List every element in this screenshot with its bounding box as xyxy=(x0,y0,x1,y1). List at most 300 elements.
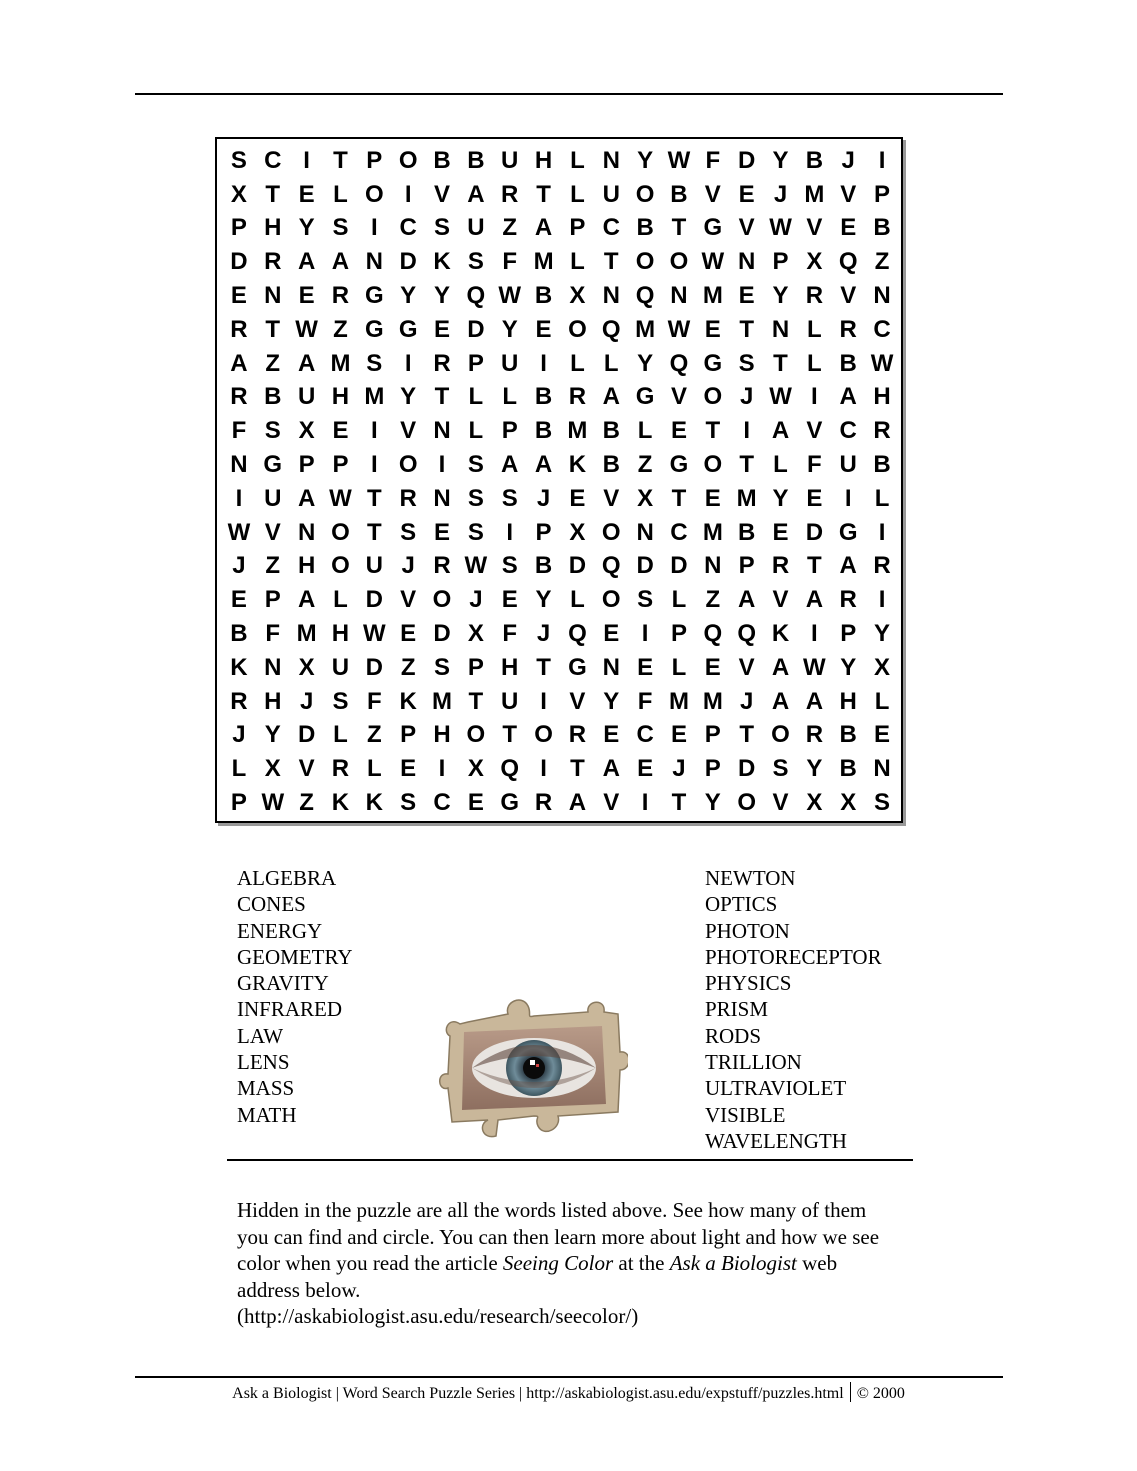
grid-letter[interactable]: Z xyxy=(265,552,281,580)
grid-letter[interactable]: D xyxy=(568,552,587,580)
grid-letter[interactable]: K xyxy=(365,789,383,817)
grid-letter[interactable]: I xyxy=(641,789,649,817)
grid-letter[interactable]: U xyxy=(331,653,350,681)
grid-letter[interactable]: T xyxy=(366,484,382,512)
grid-letter[interactable]: P xyxy=(230,789,247,817)
grid-letter[interactable]: P xyxy=(467,653,484,681)
grid-letter[interactable]: A xyxy=(297,349,316,377)
grid-letter[interactable]: T xyxy=(807,552,822,580)
grid-letter[interactable]: K xyxy=(399,687,417,715)
grid-letter[interactable]: E xyxy=(230,282,247,310)
grid-letter[interactable]: X xyxy=(298,653,315,681)
grid-letter[interactable]: C xyxy=(399,214,417,242)
grid-letter[interactable]: S xyxy=(230,146,247,174)
grid-letter[interactable]: Z xyxy=(400,653,416,681)
grid-letter[interactable]: R xyxy=(331,755,350,783)
grid-letter[interactable]: E xyxy=(670,417,687,445)
grid-letter[interactable]: B xyxy=(433,146,451,174)
grid-letter[interactable]: I xyxy=(641,620,649,648)
grid-letter[interactable]: R xyxy=(805,282,824,310)
grid-letter[interactable]: E xyxy=(603,620,620,648)
grid-letter[interactable]: C xyxy=(264,146,282,174)
grid-letter[interactable]: G xyxy=(703,214,723,242)
grid-letter[interactable]: B xyxy=(467,146,485,174)
grid-letter[interactable]: M xyxy=(804,180,825,208)
grid-letter[interactable]: S xyxy=(467,518,484,546)
grid-letter[interactable]: J xyxy=(536,484,551,512)
grid-letter[interactable]: G xyxy=(635,383,655,411)
grid-letter[interactable]: Y xyxy=(840,653,857,681)
grid-letter[interactable]: E xyxy=(704,484,721,512)
grid-letter[interactable]: J xyxy=(401,552,415,580)
grid-letter[interactable]: L xyxy=(603,349,619,377)
grid-letter[interactable]: P xyxy=(264,586,281,614)
grid-letter[interactable]: U xyxy=(501,687,519,715)
grid-letter[interactable]: H xyxy=(839,687,857,715)
grid-letter[interactable]: D xyxy=(636,552,654,580)
grid-letter[interactable]: W xyxy=(329,484,352,512)
grid-letter[interactable]: G xyxy=(263,451,283,479)
grid-letter[interactable]: H xyxy=(331,383,350,411)
grid-letter[interactable]: M xyxy=(296,620,317,648)
grid-letter[interactable]: L xyxy=(366,755,382,783)
grid-letter[interactable]: B xyxy=(534,417,553,445)
grid-letter[interactable]: S xyxy=(400,518,417,546)
grid-letter[interactable]: V xyxy=(840,282,857,310)
grid-letter[interactable]: X xyxy=(637,484,654,512)
grid-letter[interactable]: J xyxy=(232,721,246,749)
grid-letter[interactable]: H xyxy=(534,146,553,174)
grid-letter[interactable]: E xyxy=(670,721,687,749)
grid-letter[interactable]: M xyxy=(635,315,656,343)
grid-letter[interactable]: I xyxy=(370,214,378,242)
grid-letter[interactable]: O xyxy=(703,451,723,479)
grid-letter[interactable]: T xyxy=(434,383,450,411)
grid-letter[interactable]: L xyxy=(468,383,484,411)
grid-letter[interactable]: T xyxy=(468,687,484,715)
grid-letter[interactable]: E xyxy=(772,518,789,546)
grid-letter[interactable]: P xyxy=(366,146,383,174)
grid-letter[interactable]: F xyxy=(502,248,518,276)
grid-letter[interactable]: D xyxy=(433,620,451,648)
grid-letter[interactable]: E xyxy=(298,180,315,208)
grid-letter[interactable]: E xyxy=(434,518,451,546)
grid-letter[interactable]: S xyxy=(501,484,518,512)
grid-letter[interactable]: O xyxy=(331,518,350,546)
grid-letter[interactable]: G xyxy=(364,282,384,310)
grid-letter[interactable]: F xyxy=(231,417,247,445)
grid-letter[interactable]: N xyxy=(670,282,688,310)
grid-letter[interactable]: N xyxy=(365,248,383,276)
grid-letter[interactable]: A xyxy=(501,451,519,479)
grid-letter[interactable]: Y xyxy=(501,315,518,343)
grid-letter[interactable]: D xyxy=(297,721,316,749)
grid-letter[interactable]: Z xyxy=(333,315,348,343)
grid-letter[interactable]: Y xyxy=(400,282,417,310)
grid-letter[interactable]: F xyxy=(502,620,518,648)
grid-letter[interactable]: S xyxy=(874,789,891,817)
grid-letter[interactable]: S xyxy=(467,248,484,276)
grid-letter[interactable]: V xyxy=(298,755,315,783)
grid-letter[interactable]: K xyxy=(771,620,790,648)
grid-letter[interactable]: C xyxy=(839,417,857,445)
grid-letter[interactable]: N xyxy=(264,653,282,681)
grid-letter[interactable]: V xyxy=(400,586,417,614)
grid-letter[interactable]: U xyxy=(501,146,519,174)
grid-letter[interactable]: L xyxy=(874,687,890,715)
grid-letter[interactable]: T xyxy=(265,180,281,208)
grid-letter[interactable]: R xyxy=(568,383,587,411)
grid-letter[interactable]: O xyxy=(771,721,790,749)
grid-letter[interactable]: V xyxy=(704,180,721,208)
grid-letter[interactable]: S xyxy=(434,214,451,242)
grid-letter[interactable]: J xyxy=(739,687,754,715)
grid-letter[interactable]: N xyxy=(602,282,620,310)
grid-letter[interactable]: N xyxy=(602,146,620,174)
grid-letter[interactable]: B xyxy=(602,417,620,445)
grid-letter[interactable]: S xyxy=(400,789,417,817)
grid-letter[interactable]: A xyxy=(297,248,316,276)
grid-letter[interactable]: I xyxy=(438,451,446,479)
grid-letter[interactable]: S xyxy=(332,214,349,242)
grid-letter[interactable]: F xyxy=(265,620,281,648)
grid-letter[interactable]: W xyxy=(701,248,725,276)
grid-letter[interactable]: B xyxy=(737,518,756,546)
grid-letter[interactable]: O xyxy=(703,383,723,411)
grid-letter[interactable]: E xyxy=(434,315,451,343)
grid-letter[interactable]: U xyxy=(467,214,485,242)
grid-letter[interactable]: V xyxy=(670,383,687,411)
grid-letter[interactable]: Q xyxy=(568,620,587,648)
grid-letter[interactable]: G xyxy=(398,315,418,343)
grid-letter[interactable]: J xyxy=(299,687,314,715)
grid-letter[interactable]: X xyxy=(298,417,315,445)
grid-letter[interactable]: E xyxy=(738,282,755,310)
grid-letter[interactable]: W xyxy=(295,315,318,343)
grid-letter[interactable]: Q xyxy=(669,349,689,377)
grid-letter[interactable]: X xyxy=(264,755,281,783)
grid-letter[interactable]: P xyxy=(332,451,349,479)
grid-letter[interactable]: R xyxy=(399,484,417,512)
grid-letter[interactable]: S xyxy=(738,349,755,377)
grid-letter[interactable]: J xyxy=(536,620,551,648)
grid-letter[interactable]: A xyxy=(805,687,824,715)
grid-letter[interactable]: H xyxy=(433,721,451,749)
grid-letter[interactable]: G xyxy=(838,518,858,546)
grid-letter[interactable]: A xyxy=(771,653,790,681)
grid-letter[interactable]: P xyxy=(535,518,552,546)
grid-letter[interactable]: B xyxy=(534,383,553,411)
grid-letter[interactable]: M xyxy=(702,687,723,715)
grid-letter[interactable]: E xyxy=(400,620,417,648)
grid-letter[interactable]: O xyxy=(737,789,756,817)
grid-letter[interactable]: W xyxy=(667,315,691,343)
grid-letter[interactable]: W xyxy=(803,653,826,681)
grid-letter[interactable]: I xyxy=(540,755,547,783)
grid-letter[interactable]: T xyxy=(536,180,551,208)
grid-letter[interactable]: A xyxy=(737,586,756,614)
grid-letter[interactable]: M xyxy=(668,687,689,715)
grid-letter[interactable]: W xyxy=(769,214,792,242)
grid-letter[interactable]: T xyxy=(570,755,585,783)
grid-letter[interactable]: N xyxy=(297,518,316,546)
grid-letter[interactable]: E xyxy=(874,721,891,749)
grid-letter[interactable]: B xyxy=(839,721,857,749)
grid-letter[interactable]: P xyxy=(400,721,417,749)
grid-letter[interactable]: G xyxy=(568,653,587,681)
grid-letter[interactable]: W xyxy=(498,282,522,310)
grid-letter[interactable]: I xyxy=(506,518,514,546)
grid-letter[interactable]: Y xyxy=(535,586,552,614)
grid-letter[interactable]: T xyxy=(739,315,754,343)
grid-letter[interactable]: N xyxy=(873,755,891,783)
grid-letter[interactable]: E xyxy=(840,214,857,242)
grid-letter[interactable]: B xyxy=(636,214,654,242)
grid-letter[interactable]: S xyxy=(772,755,789,783)
grid-letter[interactable]: M xyxy=(364,383,385,411)
grid-letter[interactable]: T xyxy=(603,248,619,276)
grid-letter[interactable]: A xyxy=(602,383,620,411)
grid-letter[interactable]: N xyxy=(771,315,790,343)
grid-letter[interactable]: L xyxy=(773,451,788,479)
grid-letter[interactable]: X xyxy=(569,518,586,546)
grid-letter[interactable]: S xyxy=(434,653,451,681)
grid-letter[interactable]: A xyxy=(771,687,790,715)
grid-letter[interactable]: H xyxy=(331,620,350,648)
grid-letter[interactable]: U xyxy=(365,552,383,580)
grid-letter[interactable]: Q xyxy=(737,620,756,648)
grid-letter[interactable]: W xyxy=(769,383,792,411)
grid-letter[interactable]: V xyxy=(603,484,620,512)
grid-letter[interactable]: R xyxy=(873,417,891,445)
grid-letter[interactable]: B xyxy=(839,349,857,377)
grid-letter[interactable]: V xyxy=(264,518,281,546)
grid-letter[interactable]: W xyxy=(870,349,894,377)
grid-letter[interactable]: W xyxy=(227,518,251,546)
grid-letter[interactable]: A xyxy=(805,586,824,614)
grid-letter[interactable]: K xyxy=(568,451,587,479)
grid-letter[interactable]: L xyxy=(807,349,822,377)
grid-letter[interactable]: N xyxy=(433,484,451,512)
grid-letter[interactable]: R xyxy=(230,383,248,411)
grid-letter[interactable]: L xyxy=(333,721,348,749)
grid-letter[interactable]: R xyxy=(264,248,282,276)
grid-letter[interactable]: D xyxy=(467,315,485,343)
grid-letter[interactable]: M xyxy=(736,484,757,512)
grid-letter[interactable]: M xyxy=(702,282,723,310)
grid-letter[interactable]: M xyxy=(330,349,351,377)
grid-letter[interactable]: T xyxy=(671,484,687,512)
grid-letter[interactable]: I xyxy=(811,383,818,411)
grid-letter[interactable]: Y xyxy=(434,282,451,310)
grid-letter[interactable]: R xyxy=(771,552,790,580)
grid-letter[interactable]: P xyxy=(501,417,518,445)
grid-letter[interactable]: J xyxy=(773,180,788,208)
grid-letter[interactable]: Y xyxy=(772,146,789,174)
grid-letter[interactable]: B xyxy=(670,180,688,208)
grid-letter[interactable]: I xyxy=(743,417,750,445)
grid-letter[interactable]: N xyxy=(433,417,451,445)
grid-letter[interactable]: Z xyxy=(637,451,653,479)
grid-letter[interactable]: N xyxy=(737,248,756,276)
grid-letter[interactable]: A xyxy=(568,789,587,817)
grid-letter[interactable]: B xyxy=(230,620,248,648)
grid-letter[interactable]: D xyxy=(365,586,383,614)
grid-letter[interactable]: D xyxy=(737,755,756,783)
grid-letter[interactable]: L xyxy=(570,248,585,276)
grid-letter[interactable]: M xyxy=(702,518,723,546)
grid-letter[interactable]: L xyxy=(333,586,348,614)
grid-letter[interactable]: A xyxy=(534,214,553,242)
grid-letter[interactable]: O xyxy=(398,146,418,174)
grid-letter[interactable]: P xyxy=(467,349,484,377)
grid-letter[interactable]: I xyxy=(370,451,378,479)
grid-letter[interactable]: P xyxy=(670,620,687,648)
grid-letter[interactable]: D xyxy=(230,248,248,276)
grid-letter[interactable]: O xyxy=(466,721,486,749)
grid-letter[interactable]: R xyxy=(805,721,824,749)
grid-letter[interactable]: L xyxy=(333,180,348,208)
grid-letter[interactable]: L xyxy=(502,383,518,411)
grid-letter[interactable]: P xyxy=(569,214,586,242)
grid-letter[interactable]: V xyxy=(772,586,789,614)
grid-letter[interactable]: K xyxy=(331,789,350,817)
grid-letter[interactable]: S xyxy=(501,552,518,580)
grid-letter[interactable]: V xyxy=(434,180,451,208)
grid-letter[interactable]: I xyxy=(404,180,412,208)
grid-letter[interactable]: G xyxy=(500,789,520,817)
grid-letter[interactable]: X xyxy=(569,282,586,310)
grid-letter[interactable]: E xyxy=(230,586,247,614)
grid-letter[interactable]: R xyxy=(230,315,248,343)
grid-letter[interactable]: P xyxy=(840,620,857,648)
grid-letter[interactable]: O xyxy=(364,180,384,208)
grid-letter[interactable]: X xyxy=(230,180,247,208)
grid-letter[interactable]: P xyxy=(230,214,247,242)
grid-letter[interactable]: D xyxy=(737,146,756,174)
grid-letter[interactable]: E xyxy=(569,484,586,512)
grid-letter[interactable]: E xyxy=(738,180,755,208)
grid-letter[interactable]: V xyxy=(772,789,789,817)
grid-letter[interactable]: W xyxy=(464,552,488,580)
grid-letter[interactable]: T xyxy=(705,417,721,445)
grid-letter[interactable]: Y xyxy=(603,687,620,715)
grid-letter[interactable]: E xyxy=(704,653,721,681)
grid-letter[interactable]: E xyxy=(603,721,620,749)
grid-letter[interactable]: E xyxy=(467,789,484,817)
grid-letter[interactable]: N xyxy=(873,282,891,310)
grid-letter[interactable]: C xyxy=(670,518,688,546)
grid-letter[interactable]: L xyxy=(231,755,247,783)
grid-letter[interactable]: S xyxy=(467,451,484,479)
grid-letter[interactable]: O xyxy=(669,248,689,276)
grid-letter[interactable]: O xyxy=(331,552,350,580)
grid-letter[interactable]: E xyxy=(400,755,417,783)
grid-letter[interactable]: Y xyxy=(806,755,823,783)
grid-letter[interactable]: H xyxy=(264,687,282,715)
grid-letter[interactable]: Y xyxy=(400,383,417,411)
grid-letter[interactable]: W xyxy=(261,789,285,817)
grid-letter[interactable]: Q xyxy=(500,755,520,783)
grid-letter[interactable]: J xyxy=(739,383,754,411)
grid-letter[interactable]: U xyxy=(602,180,620,208)
grid-letter[interactable]: I xyxy=(404,349,412,377)
grid-letter[interactable]: I xyxy=(844,484,852,512)
grid-letter[interactable]: P xyxy=(874,180,891,208)
grid-letter[interactable]: V xyxy=(400,417,417,445)
grid-letter[interactable]: P xyxy=(704,755,721,783)
grid-letter[interactable]: R xyxy=(873,552,891,580)
grid-letter[interactable]: L xyxy=(807,315,822,343)
grid-letter[interactable]: W xyxy=(667,146,691,174)
grid-letter[interactable]: T xyxy=(265,315,281,343)
grid-letter[interactable]: Q xyxy=(703,620,723,648)
grid-letter[interactable]: M xyxy=(533,248,554,276)
grid-letter[interactable]: Q xyxy=(601,315,621,343)
grid-letter[interactable]: E xyxy=(704,315,721,343)
grid-letter[interactable]: Z xyxy=(874,248,890,276)
grid-letter[interactable]: P xyxy=(298,451,315,479)
grid-letter[interactable]: K xyxy=(230,653,248,681)
grid-letter[interactable]: X xyxy=(874,653,891,681)
grid-letter[interactable]: U xyxy=(501,349,519,377)
grid-letter[interactable]: F xyxy=(637,687,653,715)
grid-letter[interactable]: U xyxy=(839,451,857,479)
grid-letter[interactable]: A xyxy=(839,552,857,580)
grid-letter[interactable]: P xyxy=(704,721,721,749)
grid-letter[interactable]: B xyxy=(839,755,857,783)
grid-letter[interactable]: Y xyxy=(704,789,721,817)
grid-letter[interactable]: S xyxy=(467,484,484,512)
grid-letter[interactable]: B xyxy=(805,146,824,174)
grid-letter[interactable]: K xyxy=(433,248,451,276)
grid-letter[interactable]: R xyxy=(501,180,519,208)
grid-letter[interactable]: A xyxy=(839,383,857,411)
grid-letter[interactable]: B xyxy=(873,214,891,242)
grid-letter[interactable]: L xyxy=(570,180,585,208)
grid-letter[interactable]: H xyxy=(873,383,891,411)
grid-letter[interactable]: V xyxy=(603,789,620,817)
grid-letter[interactable]: P xyxy=(772,248,789,276)
grid-letter[interactable]: B xyxy=(534,552,553,580)
grid-letter[interactable]: L xyxy=(671,586,687,614)
grid-letter[interactable]: C xyxy=(873,315,891,343)
grid-letter[interactable]: Y xyxy=(298,214,315,242)
grid-letter[interactable]: I xyxy=(540,349,547,377)
grid-letter[interactable]: Q xyxy=(466,282,486,310)
grid-letter[interactable]: O xyxy=(432,586,452,614)
grid-letter[interactable]: H xyxy=(501,653,519,681)
grid-letter[interactable]: A xyxy=(771,417,790,445)
grid-letter[interactable]: B xyxy=(534,282,553,310)
grid-letter[interactable]: X xyxy=(840,789,857,817)
grid-letter[interactable]: S xyxy=(366,349,383,377)
grid-letter[interactable]: D xyxy=(805,518,824,546)
grid-letter[interactable]: J xyxy=(232,552,246,580)
grid-letter[interactable]: D xyxy=(670,552,688,580)
grid-letter[interactable]: T xyxy=(536,653,551,681)
grid-letter[interactable]: Q xyxy=(635,282,655,310)
grid-letter[interactable]: G xyxy=(364,315,384,343)
grid-letter[interactable]: F xyxy=(705,146,721,174)
grid-letter[interactable]: R xyxy=(433,349,451,377)
grid-letter[interactable]: N xyxy=(602,653,620,681)
grid-letter[interactable]: C xyxy=(602,214,620,242)
grid-letter[interactable]: C xyxy=(636,721,654,749)
grid-letter[interactable]: I xyxy=(303,146,310,174)
grid-letter[interactable]: E xyxy=(332,417,349,445)
grid-letter[interactable]: Y xyxy=(772,282,789,310)
